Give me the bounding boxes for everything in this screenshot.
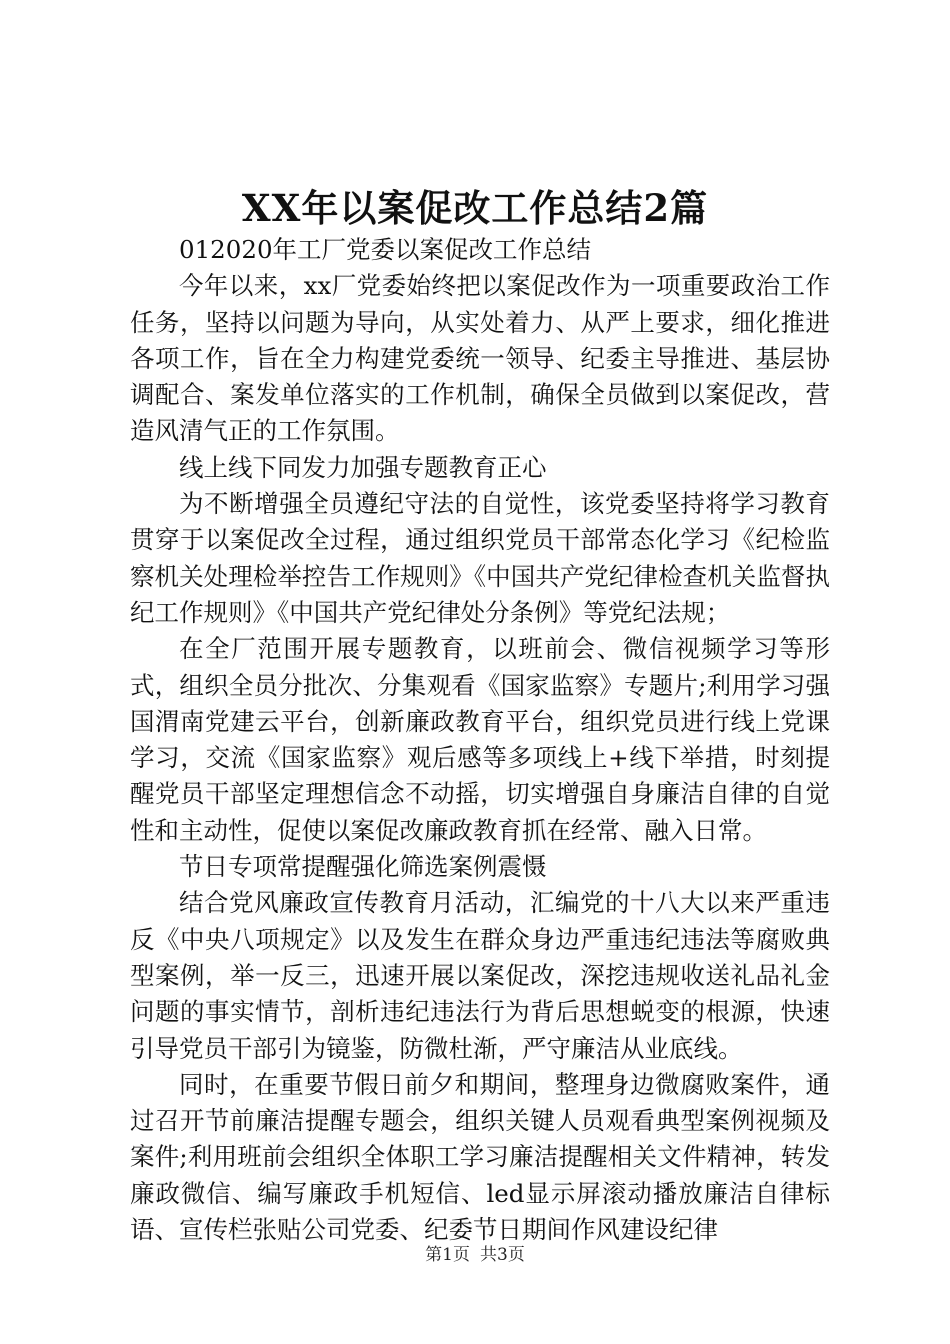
document-title: XX年以案促改工作总结2篇 [241,186,709,230]
document-body [130,232,830,1248]
paragraph: 今年以来，xx厂党委始终把以案促改作为一项重要政治工作任务，坚持以问题为导向，从实处着力、从严上要求，细化推进各项工作，旨在全力构建党委统一领导、纪委主导推进、基层协调配合、案发单位落实的工作机制，确保全员做到以案促改，营造风清气正的工作氛围。 [130,271,830,446]
page-footer [0,1243,950,1267]
page-number: 第1页 [425,1245,470,1265]
page-total: 共3页 [480,1245,525,1265]
paragraph: 在全厂范围开展专题教育，以班前会、微信视频学习等形式，组织全员分批次、分集观看《国家监察》专题片;利用学习强国渭南党建云平台，创新廉政教育平台，组织党员进行线上党课学习，交流《国家监察》观后感等多项线上+线下举措，时刻提醒党员干部坚定理想信念不动摇，切实增强自身廉洁自律的自觉性和主动性，促使以案促改廉政教育抓在经常、融入日常。 [130,634,830,845]
section-heading: 节日专项常提醒强化筛选案例震慑 [179,852,547,882]
paragraph-heading: 012020年工厂党委以案促改工作总结 [179,235,592,264]
paragraph: 为不断增强全员遵纪守法的自觉性，该党委坚持将学习教育贯穿于以案促改全过程，通过组织党员干部常态化学习《纪检监察机关处理检举控告工作规则》《中国共产党纪律检查机关监督执纪工作规则》《中国共产党纪律处分条例》等党纪法规； [130,489,830,627]
section-heading: 线上线下同发力加强专题教育正心 [179,452,547,482]
paragraph: 同时，在重要节假日前夕和期间，整理身边微腐败案件，通过召开节前廉洁提醒专题会，组织关键人员观看典型案例视频及案件;利用班前会组织全体职工学习廉洁提醒相关文件精神，转发廉政微信、编写廉政手机短信、led显示屏滚动播放廉洁自律标语、宣传栏张贴公司党委、纪委节日期间作风建设纪律 [130,1069,830,1245]
paragraph: 结合党风廉政宣传教育月活动，汇编党的十八大以来严重违反《中央八项规定》以及发生在群众身边严重违纪违法等腐败典型案例，举一反三，迅速开展以案促改，深挖违规收送礼品礼金问题的事实情节，剖析违纪违法行为背后思想蜕变的根源，快速引导党员干部引为镜鉴，防微杜渐，严守廉洁从业底线。 [130,888,830,1063]
